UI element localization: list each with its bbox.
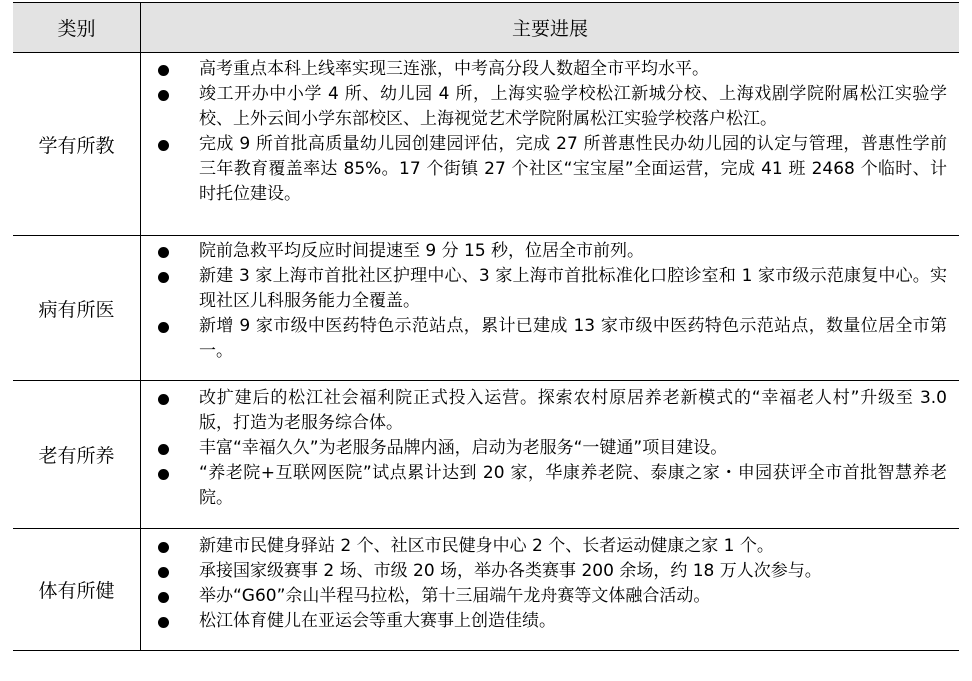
item-text: 高考重点本科上线率实现三连涨，中考高分段人数超全市平均水平。 — [199, 59, 709, 79]
item-text: 院前急救平均反应时间提速至 9 分 15 秒，位居全市前列。 — [199, 241, 645, 261]
bullet-icon — [158, 322, 169, 333]
item-text: 丰富“幸福久久”为老服务品牌内涵，启动为老服务“一键通”项目建设。 — [199, 438, 728, 458]
bullet-icon — [158, 140, 169, 151]
table-row-education — [13, 53, 959, 236]
table-row-elderly — [13, 381, 959, 529]
list-item — [141, 264, 959, 314]
bullet-icon — [158, 469, 169, 480]
bullet-icon — [158, 444, 169, 455]
list-item — [141, 609, 959, 634]
table-header — [13, 2, 959, 53]
row-category: 病有所医 — [13, 236, 141, 380]
item-text: “养老院+互联网医院”试点累计达到 20 家，华康养老院、泰康之家・申园获评全市首批智慧养老院。 — [199, 463, 947, 508]
list-item — [141, 559, 959, 584]
row-category: 学有所教 — [13, 53, 141, 235]
bullet-icon — [158, 592, 169, 603]
item-text: 松江体育健儿在亚运会等重大赛事上创造佳绩。 — [199, 611, 556, 631]
bullet-icon — [158, 90, 169, 101]
list-item — [141, 132, 959, 207]
progress-table — [13, 0, 959, 651]
bullet-icon — [158, 65, 169, 76]
list-item — [141, 534, 959, 559]
list-item — [141, 436, 959, 461]
table-row-medical — [13, 236, 959, 381]
bullet-icon — [158, 617, 169, 628]
item-text: 完成 9 所首批高质量幼儿园创建园评估，完成 27 所普惠性民办幼儿园的认定与管理，普惠性学前三年教育覆盖率达 85%。17 个街镇 27 个社区“宝宝屋”全面运营，完成 41 班 2468 个临时、计时托位建设。 — [199, 134, 947, 204]
table-row-fitness — [13, 529, 959, 651]
item-text: 承接国家级赛事 2 场、市级 20 场，举办各类赛事 200 余场，约 18 万人次参与。 — [199, 561, 822, 581]
item-text: 新增 9 家市级中医药特色示范站点，累计已建成 13 家市级中医药特色示范站点，数量位居全市第一。 — [199, 316, 947, 361]
list-item — [141, 57, 959, 82]
header-progress: 主要进展 — [511, 18, 588, 40]
list-item — [141, 584, 959, 609]
item-text: 改扩建后的松江社会福利院正式投入运营。探索农村原居养老新模式的“幸福老人村”升级至 3.0 版，打造为老服务综合体。 — [199, 388, 947, 433]
list-item — [141, 82, 959, 132]
row-category: 老有所养 — [13, 381, 141, 528]
list-item — [141, 461, 959, 511]
bullet-icon — [158, 567, 169, 578]
bullet-icon — [158, 542, 169, 553]
list-item — [141, 239, 959, 264]
header-category: 类别 — [13, 3, 141, 52]
list-item — [141, 386, 959, 436]
row-category: 体有所健 — [13, 529, 141, 650]
list-item — [141, 314, 959, 364]
item-text: 新建 3 家上海市首批社区护理中心、3 家上海市首批标准化口腔诊室和 1 家市级示范康复中心。实现社区儿科服务能力全覆盖。 — [199, 266, 947, 311]
item-text: 竣工开办中小学 4 所、幼儿园 4 所，上海实验学校松江新城分校、上海戏剧学院附属松江实验学校、上外云间小学东部校区、上海视觉艺术学院附属松江实验学校落户松江。 — [199, 84, 947, 129]
bullet-icon — [158, 247, 169, 258]
item-text: 举办“G60”佘山半程马拉松，第十三届端午龙舟赛等文体融合活动。 — [199, 586, 711, 606]
item-text: 新建市民健身驿站 2 个、社区市民健身中心 2 个、长者运动健康之家 1 个。 — [199, 536, 774, 556]
bullet-icon — [158, 394, 169, 405]
bullet-icon — [158, 272, 169, 283]
